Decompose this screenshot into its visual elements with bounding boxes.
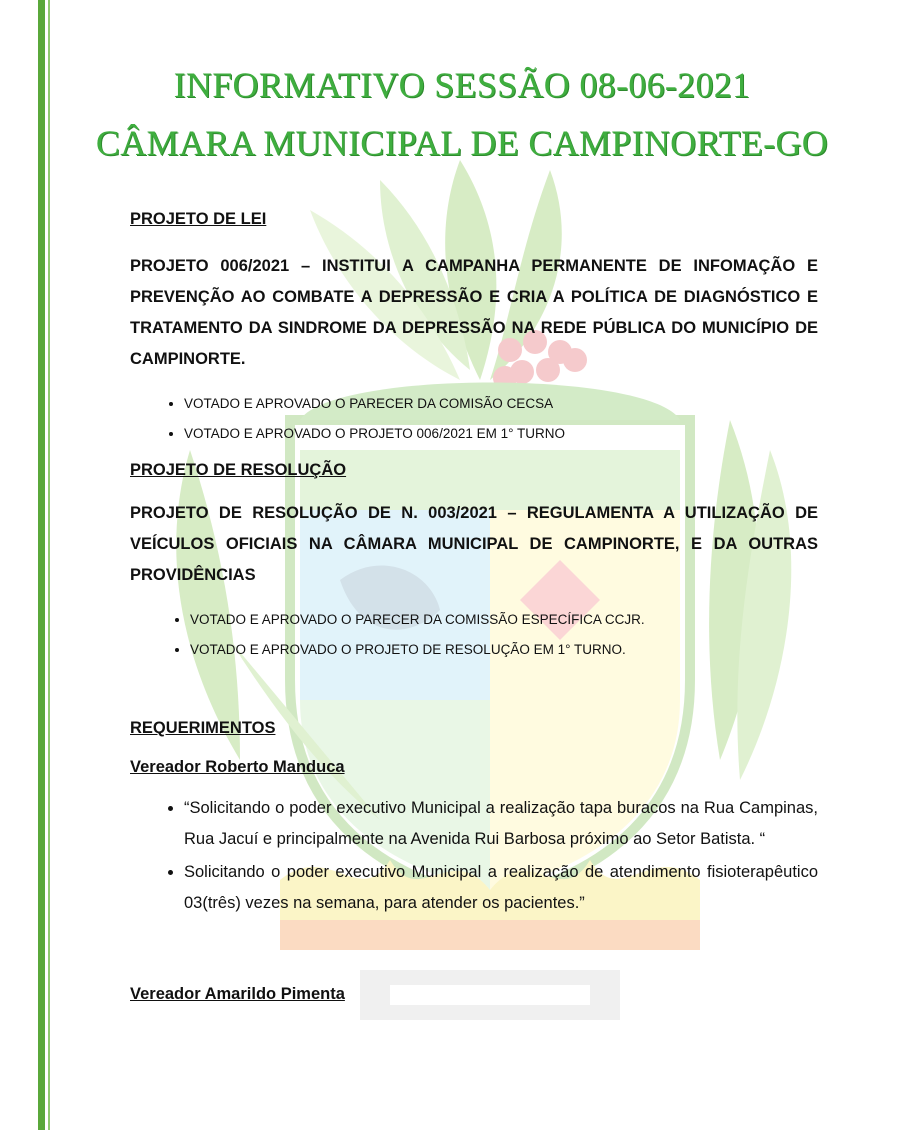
list-item: • VOTADO E APROVADO O PARECER DA COMISÃO CECSA [184, 389, 818, 419]
section-heading-requerimentos: REQUERIMENTOS [130, 719, 276, 737]
projeto-resolucao-description: PROJETO DE RESOLUÇÃO DE N. 003/2021 – REGULAMENTA A UTILIZAÇÃO DE VEÍCULOS OFICIAIS NA CÂMARA MUNICIPAL DE CAMPINORTE, E DA OUTRAS PROVIDÊNCIAS [130, 504, 818, 584]
list-item: • VOTADO E APROVADO O PROJETO 006/2021 EM 1° TURNO [184, 419, 818, 449]
list-item: • VOTADO E APROVADO O PROJETO DE RESOLUÇÃO EM 1° TURNO. [190, 635, 818, 665]
projeto-lei-list [130, 389, 818, 449]
vereador-roberto-manduca: Vereador Roberto Manduca [130, 758, 345, 776]
list-item: • VOTADO E APROVADO O PARECER DA COMISSÃO ESPECÍFICA CCJR. [190, 605, 818, 635]
document-body [130, 210, 818, 1020]
requerimentos-roberto-list [130, 793, 818, 919]
section-heading-projeto-de-lei: PROJETO DE LEI [130, 210, 267, 228]
section-heading-projeto-de-resolucao: PROJETO DE RESOLUÇÃO [130, 461, 347, 479]
projeto-lei-description: PROJETO 006/2021 – INSTITUI A CAMPANHA PERMANENTE DE INFOMAÇÃO E PREVENÇÃO AO COMBATE A DEPRESSÃO E CRIA A POLÍTICA DE DIAGNÓSTICO E TRATAMENTO DA SINDROME DA DEPRESSÃO NA REDE PÚBLICA DO MUNICÍPIO DE CAMPINORTE. [130, 257, 818, 368]
projeto-resolucao-list [130, 605, 818, 665]
list-item: • Solicitando o poder executivo Municipal a realização de atendimento fisioterapêutico 03(três) vezes na semana, para atender os pacientes.” [184, 857, 818, 919]
document-title: INFORMATIVO SESSÃO 08-06-2021 [173, 65, 751, 105]
vereador-amarildo-pimenta: Vereador Amarildo Pimenta [130, 985, 345, 1003]
document-subtitle: CÂMARA MUNICIPAL DE CAMPINORTE-GO [95, 123, 829, 163]
list-item: • “Solicitando o poder executivo Municipal a realização tapa buracos na Rua Campinas, Rua Jacuí e principalmente na Avenida Rui Barbosa próximo ao Setor Batista. “ [184, 793, 818, 855]
